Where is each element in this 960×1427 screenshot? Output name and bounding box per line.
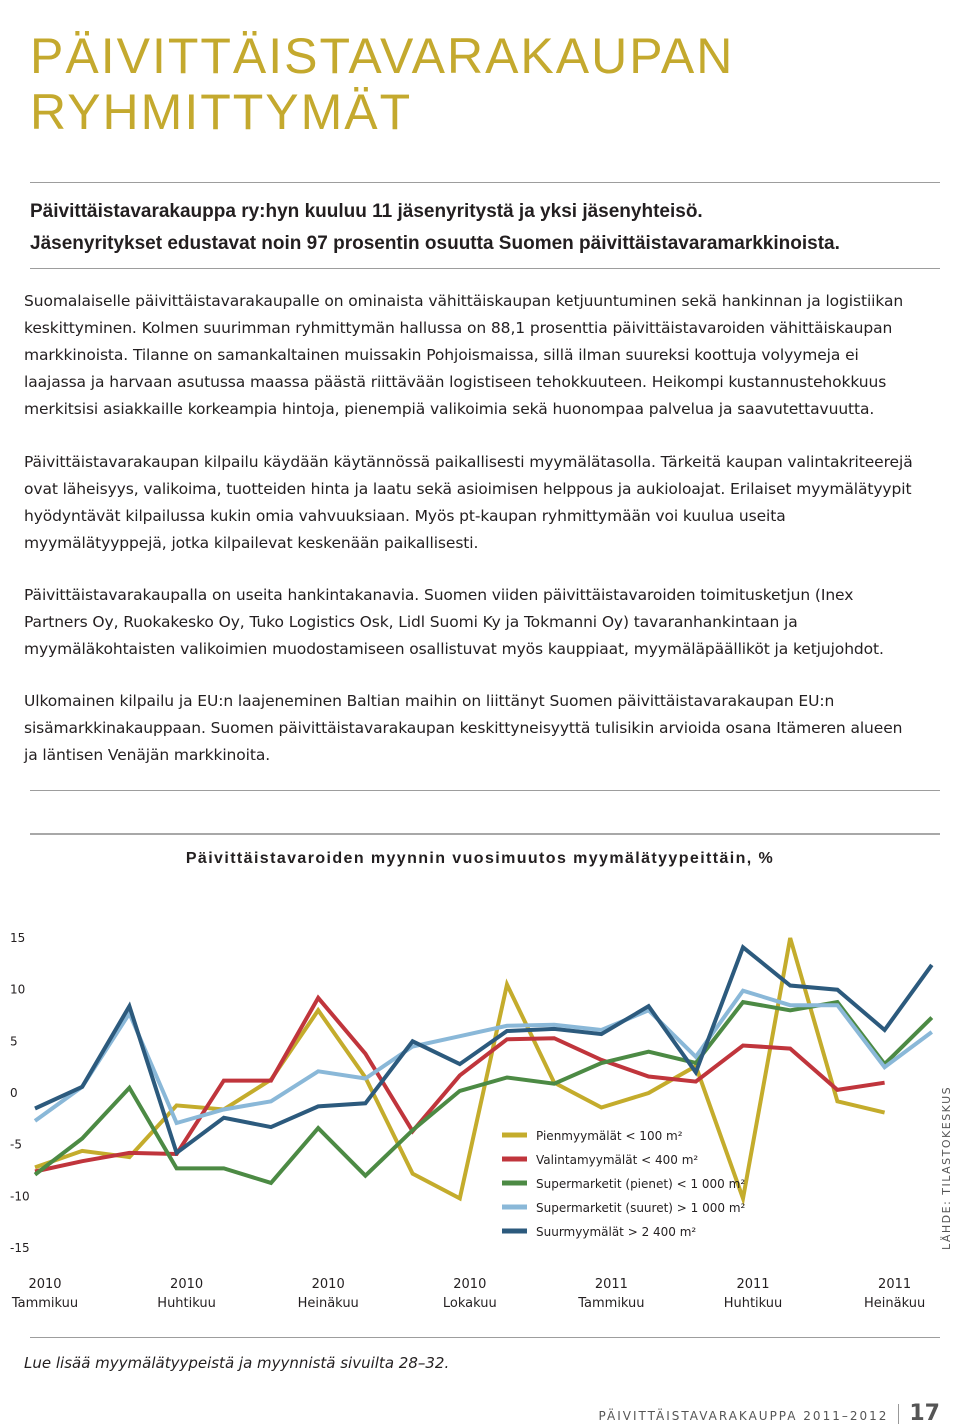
y-tick-label: -10 (10, 1189, 30, 1204)
divider-footnote (30, 1337, 940, 1338)
series-line-1 (35, 938, 885, 1198)
divider-top (30, 182, 940, 183)
divider-body (30, 790, 940, 791)
lead-line-2: Jäsenyritykset edustavat noin 97 prosentin osuutta Suomen päivittäistavaramarkkinoista. (30, 233, 840, 254)
y-tick-label: -15 (10, 1241, 30, 1255)
x-tick-month: Heinäkuu (863, 1296, 926, 1311)
y-tick-label: 10 (10, 982, 26, 997)
footer-title: PÄIVITTÄISTAVARAKAUPPA 2011–2012 (598, 1409, 889, 1423)
page-title (30, 28, 734, 140)
x-tick-month: Huhtikuu (157, 1296, 216, 1311)
page-number: 17 (909, 1401, 940, 1426)
y-tick-label: 15 (10, 931, 26, 945)
lead-line-1: Päivittäistavarakauppa ry:hyn kuuluu 11 jäsenyritystä ja yksi jäsenyhteisö. (30, 201, 703, 222)
x-tick-year: 2010 (453, 1277, 487, 1292)
x-tick-year: 2011 (736, 1277, 770, 1292)
y-axis (10, 931, 30, 1255)
source-label: LÄHDE: TILASTOKESKUS (940, 1085, 953, 1250)
body-paragraph-4: Ulkomainen kilpailu ja EU:n laajeneminen Baltian maihin on liittänyt Suomen päivittäistavarakaupan EU:n sisämarkkinakauppaan. Suomen päivittäistavarakaupan keskittyneisyyttä tulisikin arvioida osana Itämeren alueen ja läntisen Venäjän markkinoita. (24, 692, 903, 764)
footer-separator (898, 1404, 899, 1424)
y-tick-label: 5 (10, 1034, 18, 1049)
page-title-line-1: PÄIVITTÄISTAVARAKAUPAN (30, 28, 735, 84)
body-paragraph-1: Suomalaiselle päivittäistavarakaupalle on ominaista vähittäiskaupan ketjuuntuminen sekä hankinnan ja logistiikan keskittyminen. Kolmen suurimman ryhmittymän hallussa on 88,1 prosenttia päivittäistavaroiden vähittäiskaupan markkinoista. Tilanne on samankaltainen muissakin Pohjoismaissa, sillä ilman suureksi koottuja volyymeja ei laajassa ja harvaan asutussa maassa päästä riittävään logistiseen tehokkuuteen. Heikompi kustannustehokkuus merkitsisi asiakkaille korkeampia hintoja, pienempiä valikoimia sekä huonompaa palvelua ja saavutettavuutta. (24, 292, 904, 418)
footnote: Lue lisää myymälätyypeistä ja myynnistä sivuilta 28–32. (24, 1354, 450, 1372)
legend-label-1: Pienmyymälät < 100 m² (536, 1129, 683, 1143)
sales-change-line-chart (0, 920, 960, 1330)
x-tick-month: Heinäkuu (297, 1296, 359, 1311)
legend-label-5: Suurmyymälät > 2 400 m² (536, 1225, 697, 1239)
body-paragraph-3: Päivittäistavarakaupalla on useita hankintakanavia. Suomen viiden päivittäistavaroiden toimitusketjun (Inex Partners Oy, Ruokakesko Oy, Tuko Logistics Osk, Lidl Suomi Ky ja Tokmanni Oy) tavaranhankintaan ja myymäläkohtaisten valikoimien muodostamiseen osallistuvat myös kauppiaat, myymäläpäälliköt ja ketjujohdot. (24, 586, 884, 658)
page-footer (599, 1400, 940, 1426)
x-tick-month: Huhtikuu (723, 1296, 783, 1311)
divider-lead (30, 268, 940, 269)
series-line-5 (35, 947, 932, 1153)
x-tick-year: 2010 (28, 1277, 62, 1292)
body-paragraph-2: Päivittäistavarakaupan kilpailu käydään käytännössä paikallisesti myymälätasolla. Tärkeitä kaupan valintakriteerejä ovat läheisyys, valikoima, tuotteiden hinta ja laatu sekä asioimisen helppous ja aukioloajat. Erilaiset myymälätyypit hyödyntävät kilpailussa kukin omia vahvuuksiaan. Myös pt-kaupan ryhmittymään voi kuulua useita myymälätyyppejä, jotka kilpailevat keskenään paikallisesti. (24, 453, 913, 552)
page-title-line-2: RYHMITTYMÄT (30, 84, 413, 140)
x-tick-month: Tammikuu (578, 1296, 645, 1311)
chart-title: Päivittäistavaroiden myynnin vuosimuutos myymälätyypeittäin, % (185, 850, 775, 867)
lead-text (30, 196, 930, 260)
x-axis (11, 1277, 925, 1311)
legend-label-2: Valintamyymälät < 400 m² (536, 1153, 699, 1167)
x-tick-year: 2010 (311, 1277, 345, 1292)
y-tick-label: 0 (10, 1086, 18, 1100)
x-tick-year: 2011 (878, 1277, 912, 1292)
x-tick-year: 2010 (170, 1277, 204, 1292)
series-lines (35, 938, 932, 1198)
legend-label-4: Supermarketit (suuret) > 1 000 m² (536, 1201, 746, 1215)
x-tick-month: Tammikuu (11, 1296, 79, 1311)
x-tick-month: Lokakuu (442, 1296, 497, 1311)
legend-label-3: Supermarketit (pienet) < 1 000 m² (536, 1177, 746, 1191)
x-tick-year: 2011 (594, 1277, 628, 1292)
divider-chart-top (30, 833, 940, 835)
y-tick-label: -5 (10, 1137, 22, 1152)
chart-legend (502, 1129, 746, 1239)
